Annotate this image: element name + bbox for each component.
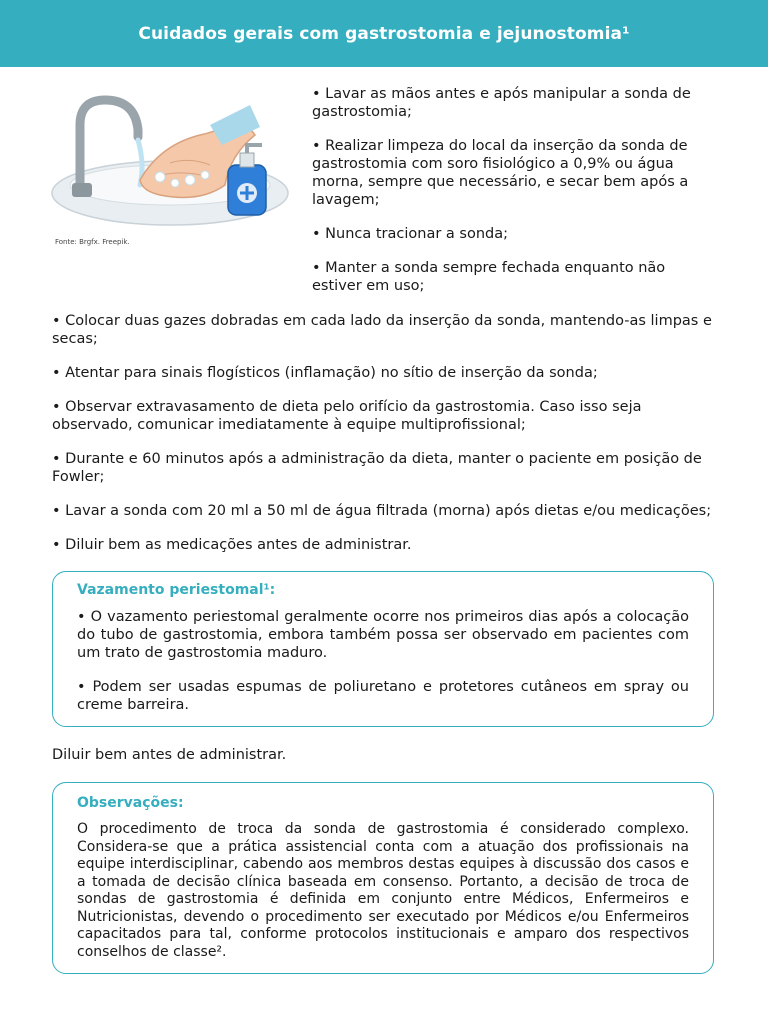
plain-note: Diluir bem antes de administrar. bbox=[52, 747, 287, 763]
page-title: Cuidados gerais com gastrostomia e jejunostomia¹ bbox=[138, 23, 630, 44]
image-caption: Fonte: Brgfx. Freepik. bbox=[55, 238, 130, 246]
box-paragraph: • O vazamento periestomal geralmente ocorre nos primeiros dias após a colocação do tubo de gastrostomia, embora também possa ser observado em pacientes com um trato de gastrostomia maduro. bbox=[77, 609, 689, 661]
list-item: • Observar extravasamento de dieta pelo orifício da gastrostomia. Caso isso seja observado, comunicar imediatamente à equipe multiprofissional; bbox=[52, 399, 642, 433]
box-paragraph: O procedimento de troca da sonda de gastrostomia é considerado complexo. Considera-se que a prática assistencial conta com a atuação dos profissionais na equipe interdisciplinar, cabendo aos membros destas equipes à discussão dos casos e a tomada de decisão clínica baseada em consenso. Portanto, a decisão de troca de sondas de gastrostomia é definida em conjunto entre Médicos, Enfermeiros e Nutricionistas, devendo o procedimento ser executado por Médicos e/ou Enfermeiros capacitados para tal, conforme protocolos institucionais e amparo dos respectivos conselhos de classe². bbox=[77, 821, 689, 960]
handwashing-icon bbox=[50, 85, 295, 235]
list-item: • Manter a sonda sempre fechada enquanto não estiver em uso; bbox=[312, 260, 666, 294]
list-item: • Lavar a sonda com 20 ml a 50 ml de água filtrada (morna) após dietas e/ou medicações; bbox=[52, 503, 712, 519]
right-bullet-list bbox=[312, 85, 707, 311]
box-title: Vazamento periestomal¹: bbox=[77, 582, 276, 598]
list-item: • Colocar duas gazes dobradas em cada lado da inserção da sonda, mantendo-as limpas e secas; bbox=[52, 313, 712, 347]
observations-box bbox=[52, 782, 714, 974]
list-item: • Nunca tracionar a sonda; bbox=[312, 226, 508, 242]
list-item: • Realizar limpeza do local da inserção da sonda de gastrostomia com soro fisiológico a 0,9% ou água morna, sempre que necessário, e secar bem após a lavagem; bbox=[312, 138, 689, 208]
periestomal-leak-box bbox=[52, 571, 714, 727]
list-item: • Durante e 60 minutos após a administração da dieta, manter o paciente em posição de Fowler; bbox=[52, 451, 702, 485]
box-paragraph: • Podem ser usadas espumas de poliuretano e protetores cutâneos em spray ou creme barreira. bbox=[77, 679, 689, 713]
list-item: • Diluir bem as medicações antes de administrar. bbox=[52, 537, 412, 553]
list-item: • Lavar as mãos antes e após manipular a sonda de gastrostomia; bbox=[312, 86, 691, 120]
page-header bbox=[0, 0, 768, 67]
box-title: Observações: bbox=[77, 795, 184, 811]
full-bullet-list bbox=[52, 312, 722, 570]
list-item: • Atentar para sinais flogísticos (inflamação) no sítio de inserção da sonda; bbox=[52, 365, 598, 381]
